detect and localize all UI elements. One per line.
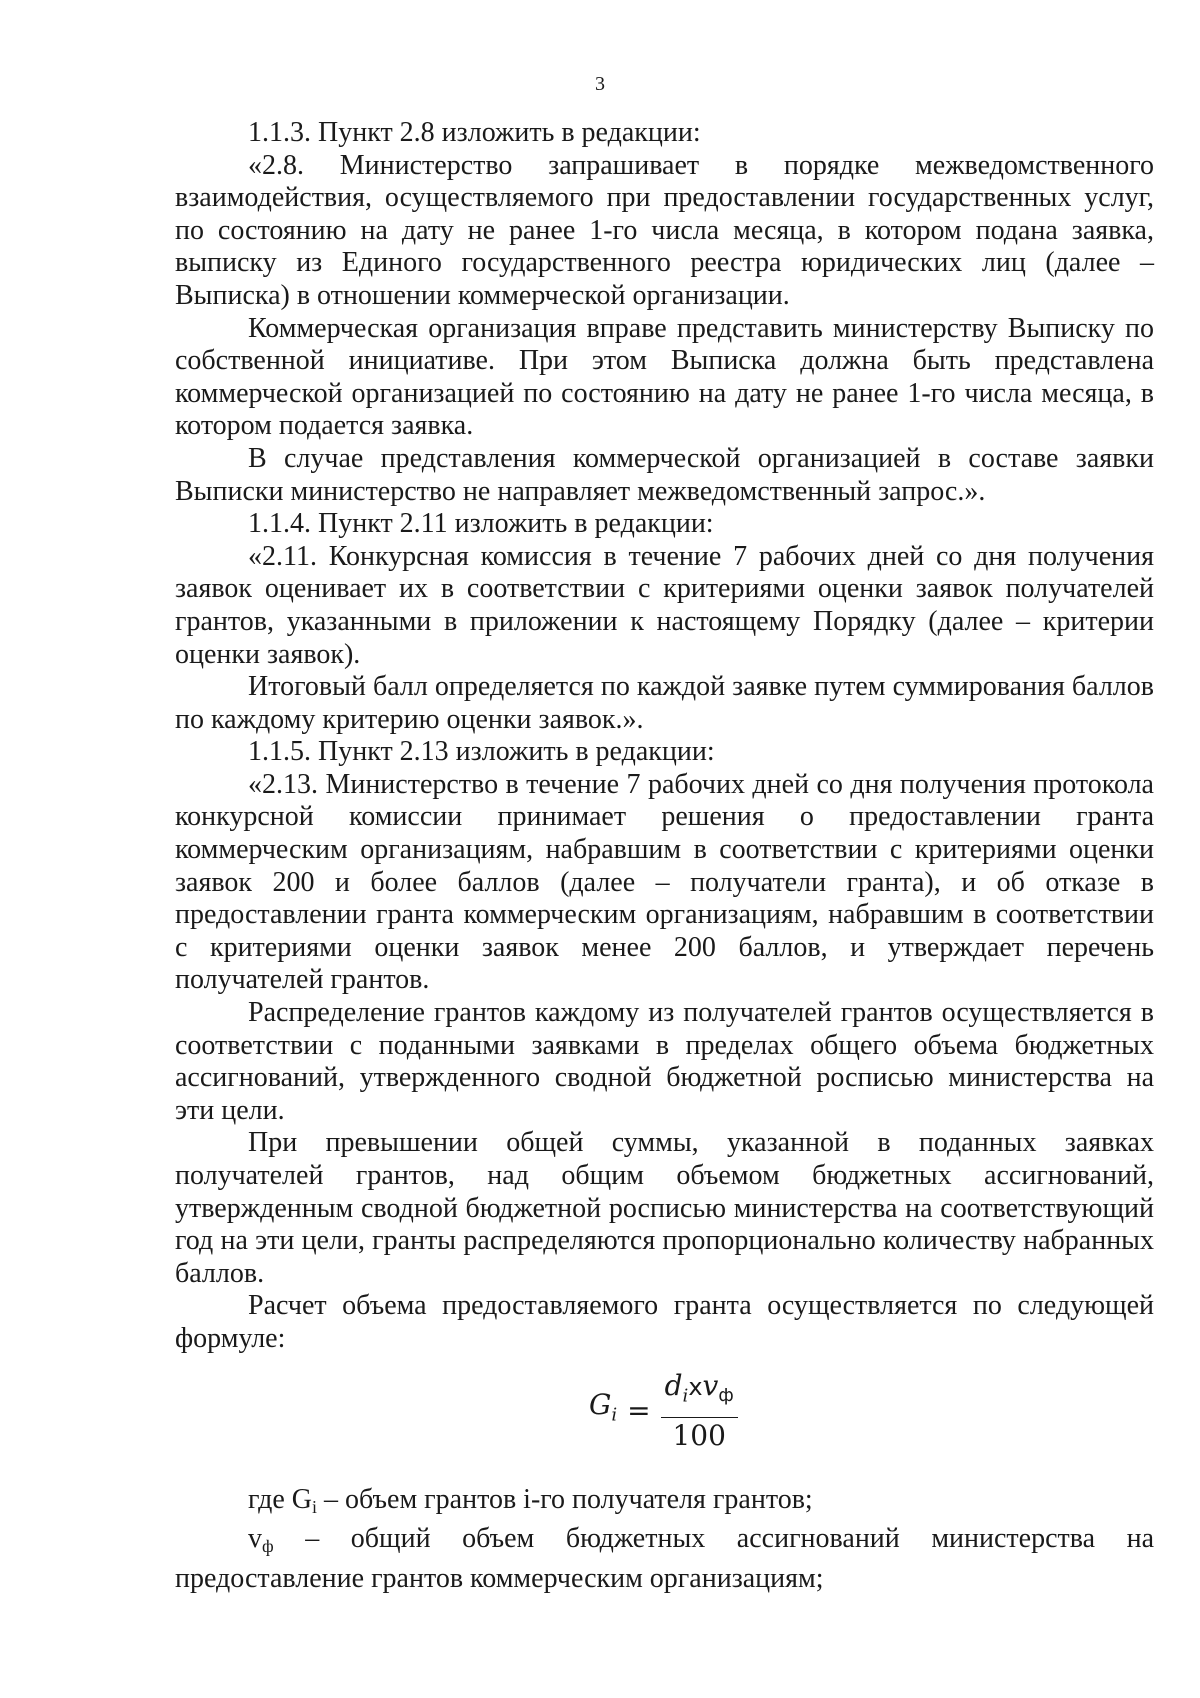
paragraph: «2.8. Министерство запрашивает в порядке межведомственного взаимодействия, осуществляемого при предоставлении государственных услуг, по состоянию на дату не ранее 1-го числа месяца, в котором подана заявка, выписку из Единого государственного реестра юридических лиц (далее – Выписка) в отношении коммерческой организации. bbox=[175, 149, 1154, 311]
paragraph: «2.13. Министерство в течение 7 рабочих дней со дня получения протокола конкурсной комиссии принимает решения о предоставлении гранта коммерческим организациям, набравшим в соответствии с критериями оценки заявок 200 и более баллов (далее – получатели гранта), и об отказе в предоставлении гранта коммерческим организациям, набравшим в соответствии с критериями оценки заявок менее 200 баллов, и утверждает перечень получателей грантов. bbox=[175, 768, 1154, 996]
definition-g: где $G_i$ – объем грантов i-го получателя грантов; bbox=[248, 1483, 813, 1517]
formula-lhs: $G_i$ bbox=[589, 1388, 618, 1426]
paragraph: При превышении общей суммы, указанной в поданных заявках получателей грантов, над общим объемом бюджетных ассигнований, утвержденным сводной бюджетной росписью министерства на соответствующий год на эти цели, гранты распределяются пропорционально количеству набранных баллов. bbox=[175, 1127, 1154, 1289]
paragraph: «2.11. Конкурсная комиссия в течение 7 рабочих дней со дня получения заявок оценивает их в соответствии с критериями оценки заявок получателей грантов, указанными в приложении к настоящему Порядку (далее – критерии оценки заявок). bbox=[175, 540, 1154, 670]
paragraph: Расчет объема предоставляемого гранта осуществляется по следующей формуле: bbox=[175, 1290, 1154, 1354]
paragraph: Распределение грантов каждому из получателей грантов осуществляется в соответствии с поданными заявками в пределах общего объема бюджетных ассигнований, утвержденного сводной бюджетной росписью министерства на эти цели. bbox=[175, 997, 1154, 1126]
formula-denominator: 100 bbox=[672, 1418, 726, 1452]
formula-equals: = bbox=[627, 1393, 651, 1427]
paragraph: 1.1.5. Пункт 2.13 изложить в редакции: bbox=[248, 736, 715, 768]
page-number: 3 bbox=[595, 73, 605, 95]
paragraph: В случае представления коммерческой организацией в составе заявки Выписки министерство не направляет межведомственный запрос.». bbox=[175, 442, 1154, 507]
paragraph: 1.1.3. Пункт 2.8 изложить в редакции: bbox=[248, 117, 701, 148]
definition-v: $v_ф$ – общий объем бюджетных ассигнований министерства на предоставление грантов коммерческим организациям; bbox=[175, 1523, 1154, 1594]
paragraph: 1.1.4. Пункт 2.11 изложить в редакции: bbox=[248, 508, 714, 540]
document-body bbox=[175, 117, 1154, 1595]
paragraph: Коммерческая организация вправе представить министерству Выписку по собственной инициативе. При этом Выписка должна быть представлена коммерческой организацией по состоянию на дату не ранее 1-го числа месяца, в котором подается заявка. bbox=[175, 312, 1154, 442]
formula-fraction bbox=[661, 1370, 738, 1453]
grant-formula bbox=[175, 1366, 1154, 1470]
paragraph: Итоговый балл определяется по каждой заявке путем суммирования баллов по каждому критерию оценки заявок.». bbox=[175, 671, 1154, 735]
formula-numerator: $d_ixv_ф$ bbox=[661, 1370, 738, 1418]
